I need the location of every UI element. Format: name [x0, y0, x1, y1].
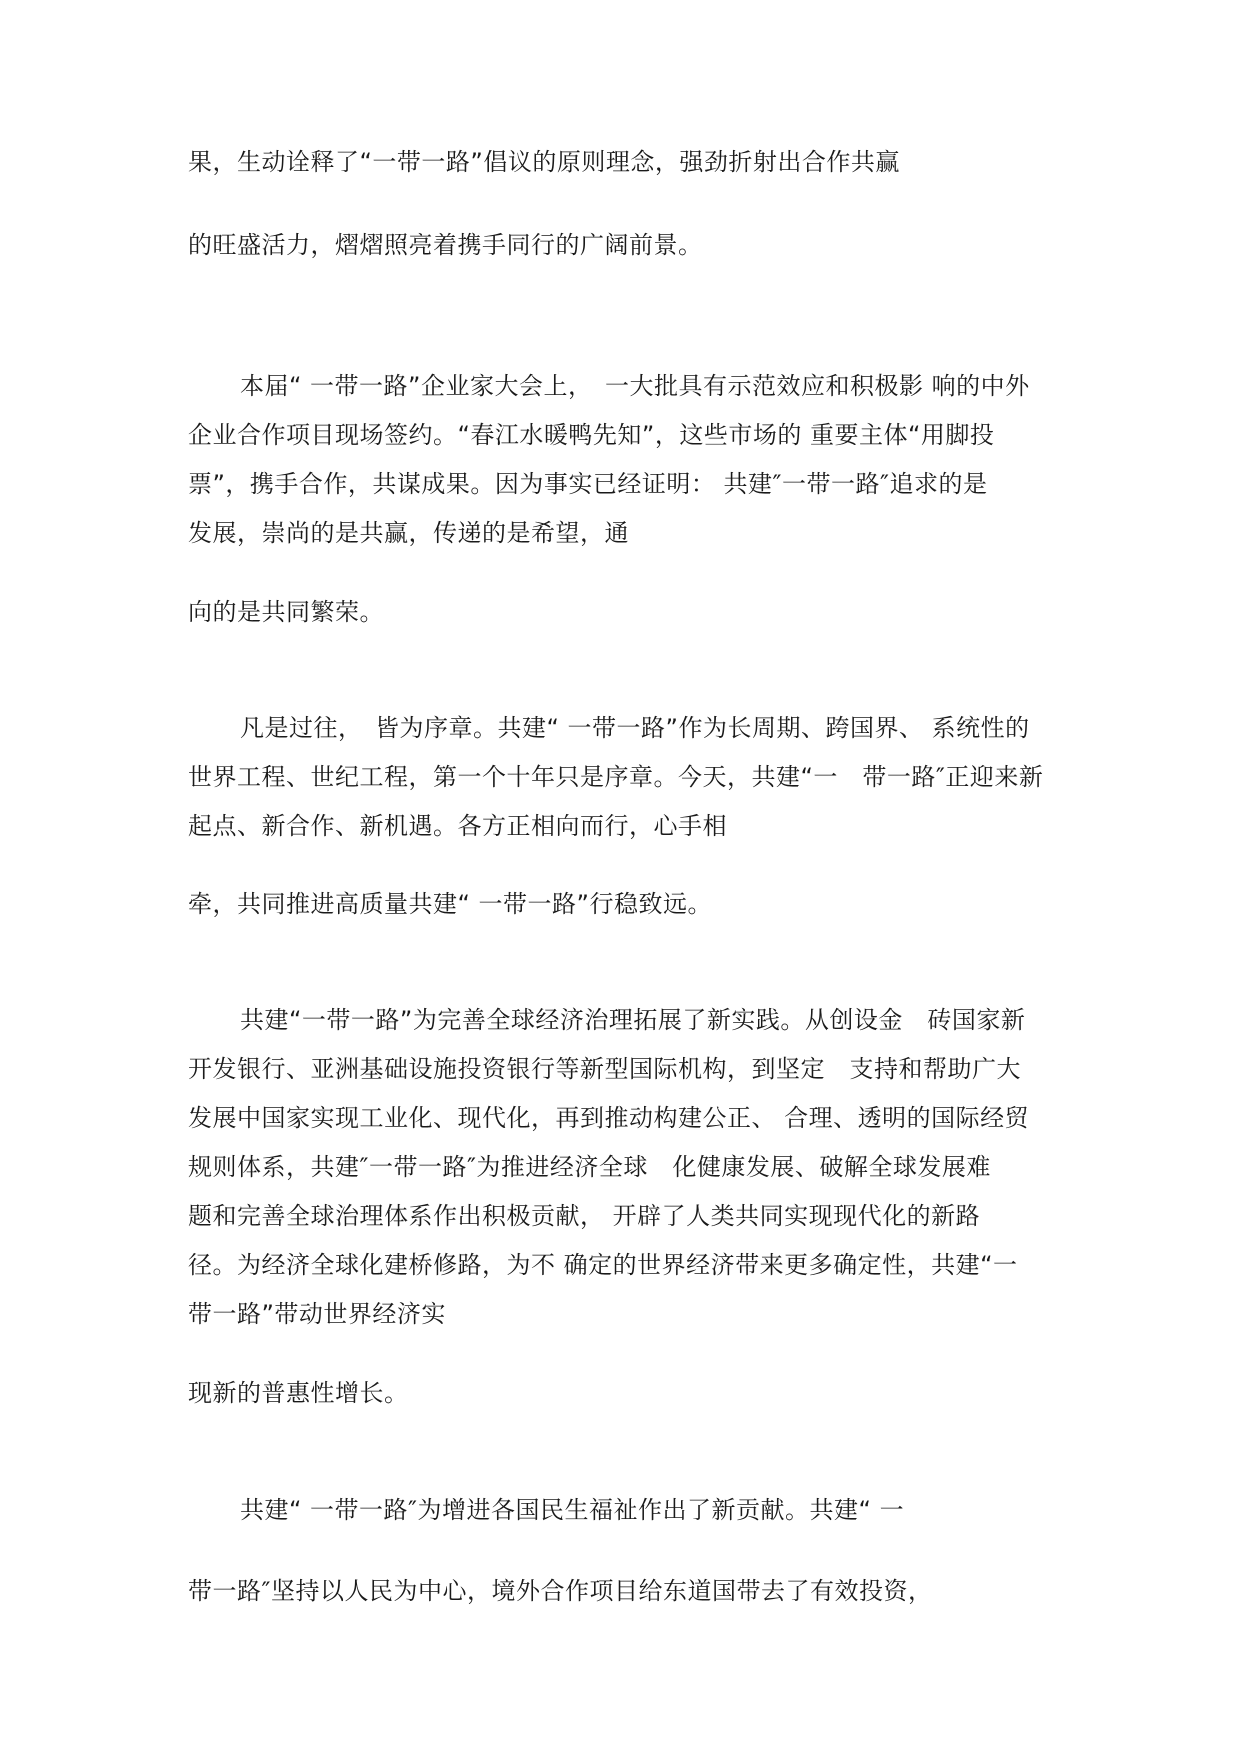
- paragraph-line: 题和完善全球治理体系作出积极贡献， 开辟了人类共同实现现代化的新路: [188, 1202, 981, 1230]
- paragraph-line: 果，生动诠释了“一带一路”倡议的原则理念，强劲折射出合作共赢: [188, 148, 900, 176]
- paragraph-line: 本届“ 一带一路”企业家大会上， 一大批具有示范效应和积极影 响的中外: [240, 372, 1030, 400]
- paragraph-line: 开发银行、亚洲基础设施投资银行等新型国际机构，到坚定 支持和帮助广大: [188, 1055, 1021, 1083]
- paragraph-line: 票”，携手合作，共谋成果。因为事实已经证明： 共建″一带一路″追求的是: [188, 470, 988, 498]
- paragraph-line: 向的是共同繁荣。: [188, 598, 384, 626]
- paragraph-line: 共建“一带一路”为完善全球经济治理拓展了新实践。从创设金 砖国家新: [240, 1006, 1026, 1034]
- paragraph-line: 起点、新合作、新机遇。各方正相向而行，心手相: [188, 812, 727, 840]
- paragraph-line: 的旺盛活力，熠熠照亮着携手同行的广阔前景。: [188, 231, 703, 259]
- paragraph-line: 带一路″坚持以人民为中心，境外合作项目给东道国带去了有效投资，: [188, 1577, 933, 1605]
- paragraph-line: 牵，共同推进高质量共建“ 一带一路”行稳致远。: [188, 890, 712, 918]
- paragraph-line: 发展，崇尚的是共赢，传递的是希望，通: [188, 519, 629, 547]
- paragraph-line: 发展中国家实现工业化、现代化，再到推动构建公正、 合理、透明的国际经贸: [188, 1104, 1030, 1132]
- paragraph-line: 现新的普惠性增长。: [188, 1379, 409, 1407]
- paragraph-line: 凡是过往， 皆为序章。共建“ 一带一路”作为长周期、跨国界、 系统性的: [240, 714, 1030, 742]
- paragraph-line: 规则体系，共建″一带一路″为推进经济全球 化健康发展、破解全球发展难: [188, 1153, 991, 1181]
- paragraph-line: 带一路”带动世界经济实: [188, 1300, 446, 1328]
- paragraph-line: 世界工程、世纪工程，第一个十年只是序章。今天，共建“一 带一路″正迎来新: [188, 763, 1044, 791]
- paragraph-line: 企业合作项目现场签约。“春江水暖鸭先知”，这些市场的 重要主体“用脚投: [188, 421, 995, 449]
- paragraph-line: 共建“ 一带一路″为增进各国民生福祉作出了新贡献。共建“ 一: [240, 1496, 905, 1524]
- paragraph-line: 径。为经济全球化建桥修路，为不 确定的世界经济带来更多确定性，共建“一: [188, 1251, 1018, 1279]
